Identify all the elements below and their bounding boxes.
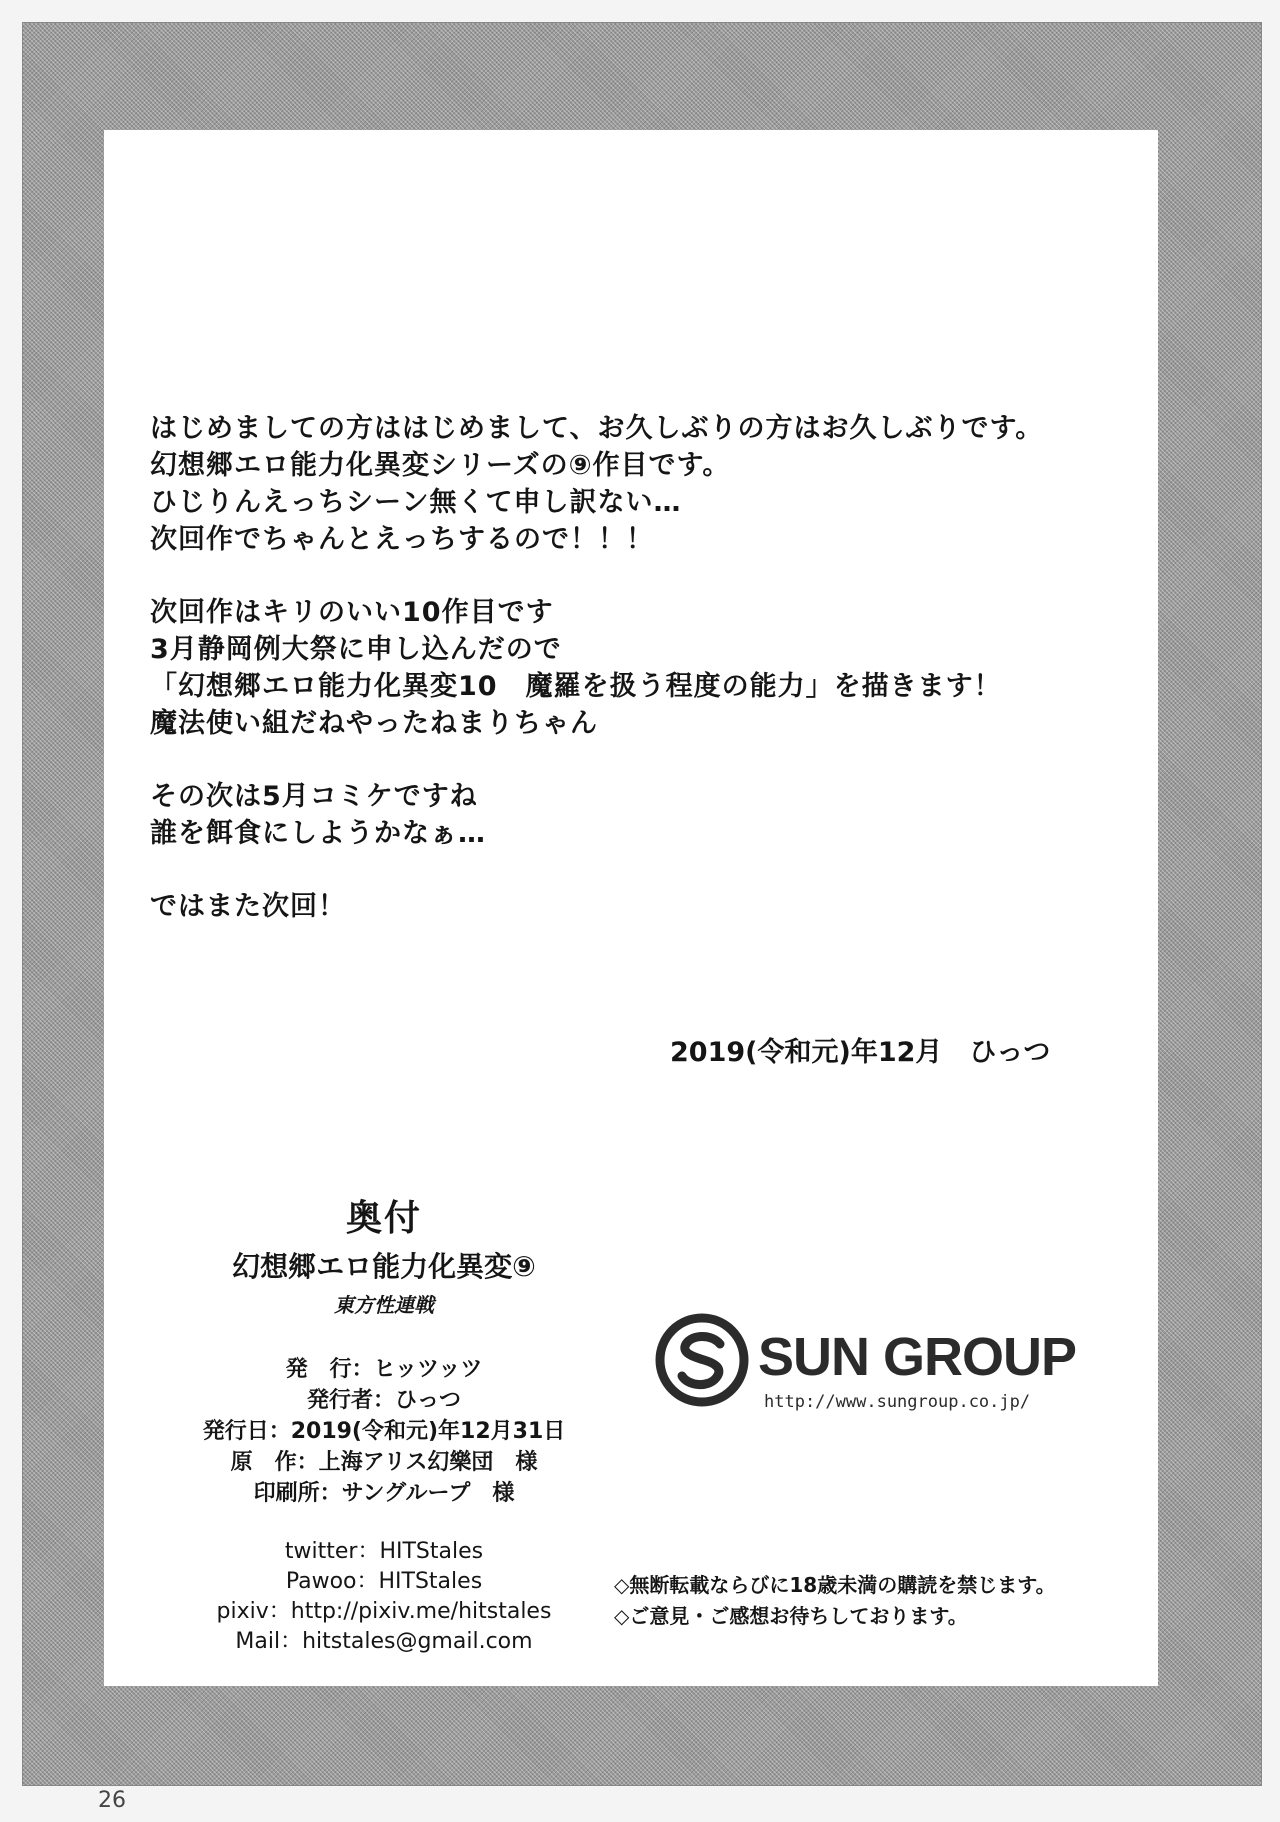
contact-pixiv: pixiv：http://pixiv.me/hitstales	[216, 1599, 552, 1624]
colophon	[104, 1190, 664, 1657]
afterword-line: 幻想郷エロ能力化異変シリーズの⑨作目です。	[150, 450, 731, 481]
paragraph-gap	[150, 852, 1130, 888]
notices	[614, 1570, 1134, 1632]
printer-name: SUN GROUP	[758, 1327, 1077, 1387]
afterword-line: 「幻想郷エロ能力化異変10 魔羅を扱う程度の能力」を描きます！	[150, 671, 1002, 702]
afterword-line: ではまた次回！	[150, 891, 346, 922]
credit-printer: 印刷所：サングループ 様	[253, 1481, 515, 1506]
contact-mail: Mail：hitstales@gmail.com	[235, 1629, 533, 1654]
paragraph-gap	[150, 558, 1130, 594]
printer-url: http://www.sungroup.co.jp/	[764, 1392, 1031, 1412]
afterword-line: 次回作でちゃんとえっちするので！！！	[150, 524, 654, 555]
paragraph-gap	[150, 742, 1130, 778]
afterword-line: はじめましての方ははじめまして、お久しぶりの方はお久しぶりです。	[150, 413, 1044, 444]
afterword-line: ひじりんえっちシーン無くて申し訳ない…	[150, 487, 682, 518]
contacts-list	[104, 1537, 664, 1657]
afterword-line: 次回作はキリのいい10作目です	[150, 597, 554, 628]
colophon-title: 奥付	[345, 1198, 422, 1239]
afterword	[150, 410, 1130, 925]
page-panel	[104, 130, 1158, 1686]
contact-pawoo: Pawoo：HITStales	[285, 1569, 483, 1594]
sun-group-emblem-icon	[654, 1312, 750, 1408]
page-number: 26	[98, 1788, 126, 1813]
credit-issuer: 発行者：ひっつ	[306, 1388, 461, 1413]
notice-line: ◇ご意見・ご感想お待ちしております。	[614, 1604, 968, 1628]
book-title: 幻想郷エロ能力化異変⑨	[232, 1250, 536, 1283]
credit-original: 原 作：上海アリス幻樂団 様	[230, 1450, 538, 1475]
afterword-line: 魔法使い組だねやったねまりちゃん	[150, 708, 598, 739]
signature-date: 2019(令和元)年12月 ひっつ	[670, 1037, 1051, 1068]
notice-line: ◇無断転載ならびに18歳未満の購読を禁じます。	[614, 1573, 1056, 1597]
afterword-line: 誰を餌食にしようかなぁ…	[150, 818, 486, 849]
afterword-line: 3月静岡例大祭に申し込んだので	[150, 634, 562, 665]
credit-publisher: 発 行：ヒッツッツ	[285, 1357, 483, 1382]
afterword-line: その次は5月コミケですね	[150, 781, 478, 812]
printer-logo	[654, 1310, 1094, 1430]
credit-date: 発行日：2019(令和元)年12月31日	[202, 1419, 566, 1444]
book-subtitle: 東方性連戦	[334, 1293, 434, 1317]
credits-list	[104, 1354, 664, 1509]
contact-twitter: twitter：HITStales	[284, 1539, 484, 1564]
